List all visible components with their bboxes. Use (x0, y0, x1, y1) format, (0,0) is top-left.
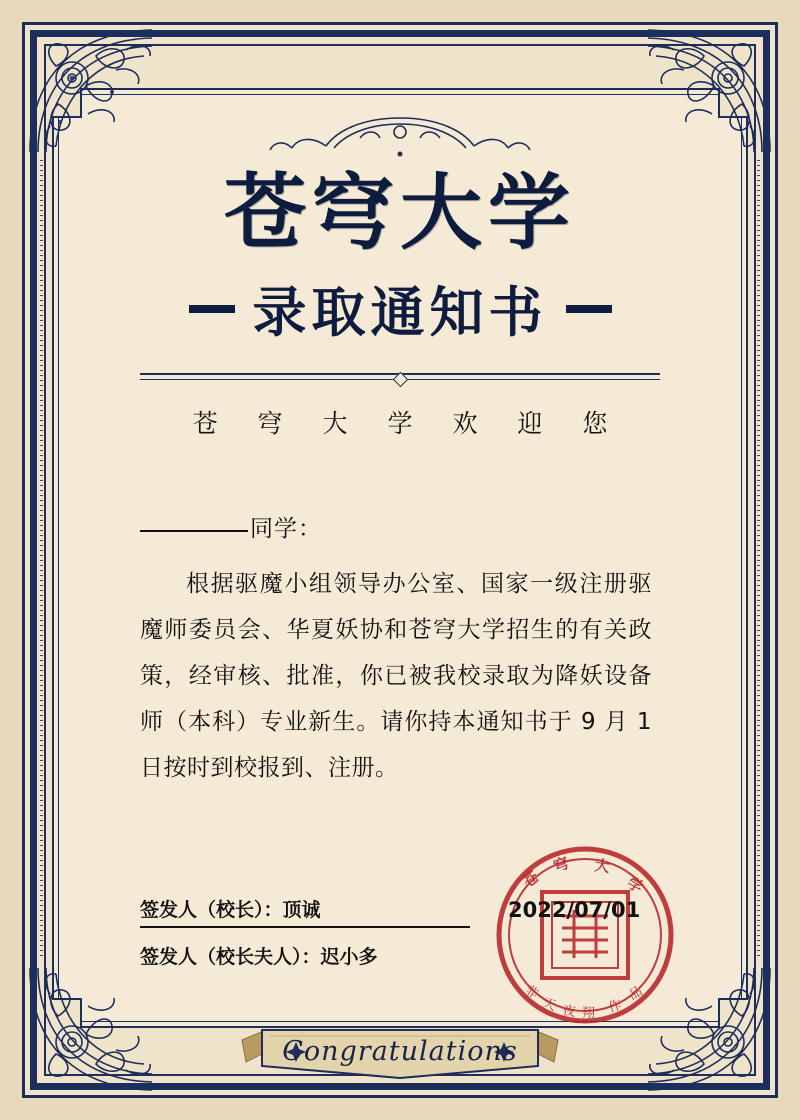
salutation-row (140, 510, 652, 543)
certificate-body (140, 510, 652, 791)
signature-block (140, 895, 470, 987)
svg-text:学: 学 (624, 873, 646, 897)
diamond-ornament-icon (58, 372, 742, 386)
issue-date: 2022/07/01 (508, 898, 641, 922)
crown-ornament-icon (240, 112, 560, 158)
svg-text:翔: 翔 (582, 1006, 596, 1021)
panel-corner-bottom-right (718, 998, 748, 1028)
dash-right-icon (566, 305, 612, 313)
right-rail (757, 160, 760, 960)
welcome-line: 苍 穹 大 学 欢 迎 您 (192, 409, 624, 439)
svg-text:作: 作 (606, 997, 624, 1016)
ribbon-text: Congratulations (282, 1036, 518, 1067)
certificate-header (58, 100, 742, 440)
body-paragraph: 根据驱魔小组领导办公室、国家一级注册驱魔师委员会、华夏妖协和苍穹大学招生的有关政策，经审核、批准，你已被我校录取为降妖设备师（本科）专业新生。请你持本通知书于 9 月 1 日按时到校报到、注册。 (140, 571, 652, 781)
svg-text:苍: 苍 (519, 867, 543, 892)
svg-text:夜: 夜 (561, 1003, 577, 1021)
svg-text:非: 非 (521, 982, 541, 1003)
left-rail (40, 160, 43, 960)
panel-corner-bottom-left (52, 998, 82, 1028)
svg-text:天: 天 (540, 995, 558, 1015)
doc-title-row (58, 270, 742, 347)
signature-president: 签发人（校长）：顶诚 (140, 895, 470, 928)
dash-left-icon (189, 305, 235, 313)
salutation-suffix: 同学： (250, 516, 322, 542)
svg-text:品: 品 (626, 983, 646, 1004)
signature-president-wife: 签发人（校长夫人）：迟小多 (140, 946, 378, 968)
official-seal (490, 840, 680, 1030)
svg-text:大: 大 (593, 856, 611, 877)
student-name-blank[interactable] (140, 530, 248, 532)
svg-text:穹: 穹 (551, 853, 572, 876)
university-name: 苍穹大学 (223, 165, 576, 261)
document-title: 录取通知书 (252, 280, 548, 345)
